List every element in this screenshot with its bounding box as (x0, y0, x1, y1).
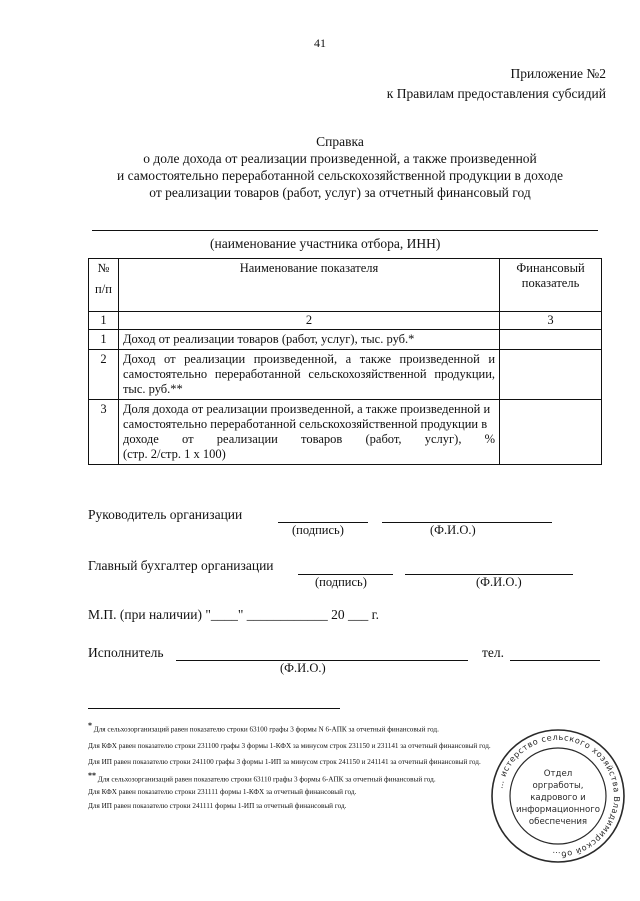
title-line-3: и самостоятельно переработанной сельскохозяйственной продукции в доходе (116, 168, 564, 183)
department-stamp (488, 726, 628, 866)
head-label: Руководитель организации (88, 507, 243, 522)
participant-caption: (наименование участника отбора, ИНН) (210, 236, 441, 251)
phone-line[interactable] (510, 660, 600, 661)
participant-name-line[interactable] (92, 230, 598, 231)
column-number: 2 (118, 312, 499, 330)
chief-accountant-label: Главный бухгалтер организации (88, 558, 274, 573)
stamp-line-1: Отдел (543, 769, 573, 779)
header-value: Финансовый показатель (500, 259, 602, 312)
row-text: Доход от реализации произведенной, а также произведенной и самостоятельно переработанной сельскохозяйственной продукции, тыс. руб.** (118, 350, 499, 400)
title-line-1: Справка (316, 134, 364, 149)
footnote-6: Для ИП равен показателю строки 241111 формы 1-ИП за отчетный финансовый год. (88, 802, 347, 810)
row-num: 3 (89, 400, 119, 465)
title-line-4: от реализации товаров (работ, услуг) за отчетный финансовый год (149, 185, 531, 200)
appendix-heading (387, 64, 606, 104)
footnote-5: Для КФХ равен показателю строки 231111 формы 1-КФХ за отчетный финансовый год. (88, 788, 357, 796)
stamp-line-2: оргработы, (532, 781, 584, 791)
executor-label: Исполнитель (88, 645, 164, 660)
row-value-cell[interactable] (500, 350, 602, 400)
appendix-line-1: Приложение №2 (510, 66, 606, 81)
table-row (89, 350, 602, 400)
stamp-line-4: информационного (516, 805, 600, 815)
footnote-4: ** Для сельхозорганизаций равен показателю строки 63110 графы 3 формы 6-АПК за отчетный финансовый год. (88, 771, 436, 784)
column-number: 3 (500, 312, 602, 330)
appendix-line-2: к Правилам предоставления субсидий (386, 86, 606, 101)
row-text: Доход от реализации товаров (работ, услуг), тыс. руб.* (118, 330, 499, 350)
seal-date-line: М.П. (при наличии) "____" ____________ 20 ___ г. (88, 607, 380, 622)
row-num: 2 (89, 350, 119, 400)
head-signature-caption: (подпись) (292, 523, 344, 537)
table-row (89, 400, 602, 465)
footnote-mark: ** (88, 771, 96, 780)
head-name-caption: (Ф.И.О.) (430, 523, 476, 537)
header-name: Наименование показателя (118, 259, 499, 312)
accountant-name-caption: (Ф.И.О.) (476, 575, 522, 589)
row-text-formula: (стр. 2/стр. 1 x 100) (122, 447, 226, 461)
footnote-mark: * (88, 721, 92, 730)
accountant-signature-caption: (подпись) (315, 575, 367, 589)
row-num: 1 (89, 330, 119, 350)
document-title (90, 133, 590, 201)
stamp-line-3: кадрового и (530, 793, 586, 803)
column-number: 1 (89, 312, 119, 330)
stamp-ring-text: … истерство сельского хозяйства Владимирской об… (494, 731, 623, 861)
footnote-1: * Для сельхозорганизаций равен показателю строки 63100 графы 3 формы N 6-АПК за отчетный финансовый год. (88, 721, 439, 734)
footnote-2: Для КФХ равен показателю строки 231100 графы 3 формы 1-КФХ за минусом строк 231150 и 231141 за отчетный финансовый год. (88, 742, 491, 750)
indicators-table (88, 258, 602, 465)
executor-name-caption: (Ф.И.О.) (280, 661, 326, 675)
row-text: Доля дохода от реализации произведенной, а также произведенной и самостоятельно переработанной сельскохозяйственной продукции в доходе от реализации товаров (работ, услуг), % (122, 402, 496, 446)
footnote-3: Для ИП равен показателю строки 241100 графы 3 формы 1-ИП за минусом строк 241150 и 241141 за отчетный финансовый год. (88, 758, 481, 766)
row-value-cell[interactable] (500, 330, 602, 350)
title-line-2: о доле дохода от реализации произведенной, а также произведенной (143, 151, 537, 166)
table-header-row (89, 259, 602, 312)
stamp-line-5: обеспечения (528, 817, 588, 827)
phone-label: тел. (482, 645, 505, 660)
row-text-cell (118, 400, 499, 465)
page-number: 41 (314, 36, 326, 50)
column-number-row (89, 312, 602, 330)
row-value-cell[interactable] (500, 400, 602, 465)
header-num: № п/п (89, 259, 119, 312)
table-row (89, 330, 602, 350)
footnote-separator (88, 708, 340, 709)
